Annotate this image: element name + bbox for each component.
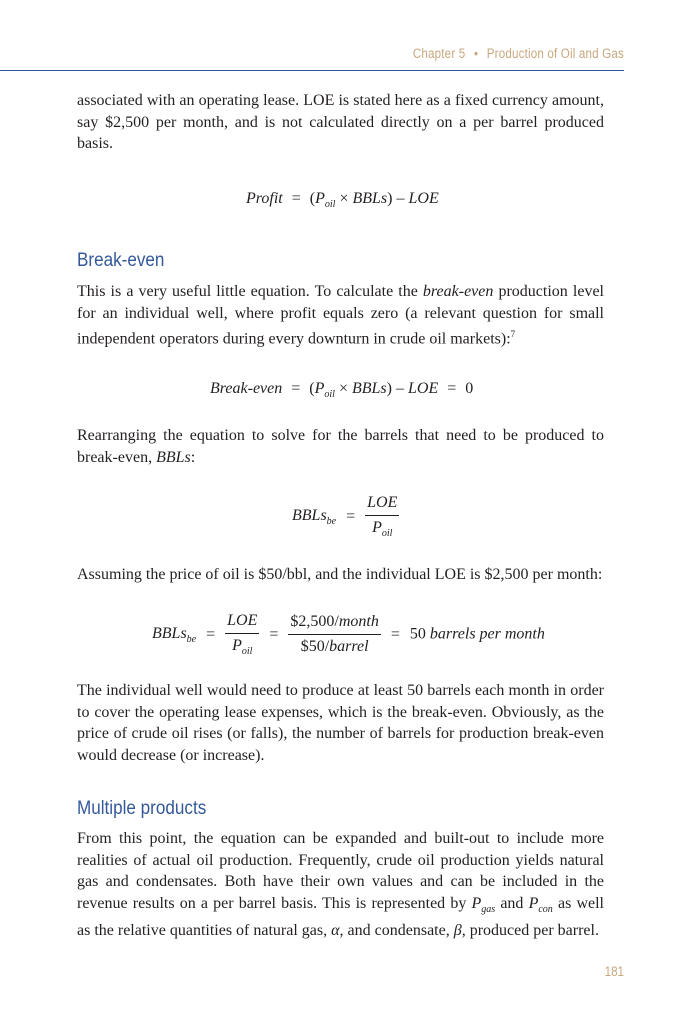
example-num-value: $2,500/ (290, 613, 339, 630)
price-gas-sub: gas (481, 903, 496, 915)
mp-text-b: as well as the relative quantities of natural gas, (77, 894, 604, 939)
header-bullet: • (473, 46, 479, 61)
eq-equals: = (390, 625, 400, 643)
example-fraction-symbolic (225, 612, 259, 657)
eq-open-paren: ( (309, 190, 316, 207)
intro-text: associated with an operating lease. LOE is stated here as a fixed currency amount, say $2,500 per month, and is not calculated directly on a per barrel produced basis. (77, 92, 604, 152)
eq-bbls: BBLs (351, 380, 387, 397)
bbls-be-equation (292, 494, 399, 539)
eq-zero: 0 (465, 380, 474, 397)
eq-equals: = (269, 625, 279, 643)
eq-minus: – (396, 190, 405, 207)
eq-price: P (314, 380, 325, 397)
loe-over-price-fraction (365, 494, 399, 539)
chapter-label: Chapter 5 (412, 46, 466, 61)
be-p2-emphasis: BBLs (156, 448, 191, 466)
beta-symbol: β (453, 922, 462, 939)
eq-price-sub: oil (324, 389, 335, 400)
eq-close-paren: ) (386, 380, 392, 397)
footnote-marker: 7 (510, 329, 516, 339)
eq-minus: – (395, 380, 404, 397)
eq-price: P (315, 190, 325, 207)
price-condensate: P (528, 894, 539, 912)
example-num-unit: month (338, 613, 379, 630)
fraction-numerator: LOE (365, 494, 399, 516)
worked-example-equation (152, 612, 545, 657)
example-den-unit: barrel (329, 638, 369, 655)
break-even-equation (210, 380, 473, 400)
eq-profit-lhs: Profit (246, 190, 283, 207)
multiple-products-paragraph (77, 828, 604, 942)
rearranging-paragraph (77, 425, 604, 468)
section-heading-multiple-products: Multiple products (77, 798, 207, 819)
running-header (87, 46, 624, 61)
break-even-paragraph (77, 281, 604, 350)
eq-bbls: BBLs (352, 190, 388, 207)
bbls-be-lhs: BBLs (292, 506, 327, 524)
mp-text-d: , produced per barrel. (461, 922, 599, 939)
price-condensate-sub: con (538, 903, 553, 915)
example-den-value: $50/ (300, 638, 330, 655)
eq-be-lhs: Break-even (210, 380, 283, 397)
example-fraction-numeric (288, 613, 380, 656)
eq-price-sub: oil (324, 199, 336, 210)
alpha-symbol: α (331, 922, 340, 939)
eq-loe: LOE (408, 190, 439, 207)
be-p2-text-a: Rearranging the equation to solve for the barrels that need to be produced to break-even, (77, 427, 604, 466)
header-rule (0, 70, 624, 71)
eq-times: × (338, 380, 348, 397)
fraction-denominator-sub: oil (381, 528, 393, 539)
example-lhs-sub: be (186, 633, 197, 645)
assumption-text: Assuming the price of oil is $50/bbl, and the individual LOE is $2,500 per month: (77, 566, 603, 583)
bbls-be-sub: be (326, 515, 337, 527)
eq-times: × (339, 190, 349, 207)
eq-open-paren: ( (309, 380, 315, 397)
eq-loe: LOE (407, 380, 439, 397)
price-gas: P (471, 894, 482, 912)
chapter-title: Production of Oil and Gas (486, 46, 624, 61)
eq-equals: = (206, 625, 216, 643)
mp-text-a: From this point, the equation can be expanded and built-out to include more realities of actual oil production. Frequently, crude oil production yields natural gas and condensates. Both have their own values and can be included in the revenue results on a per barrel basis. This is represented by (77, 830, 604, 912)
example-numerator: LOE (225, 612, 259, 634)
example-denominator-sub: oil (241, 646, 253, 657)
eq-equals: = (447, 380, 457, 397)
fraction-denominator: P (372, 519, 382, 536)
mp-text-c: , and condensate, (339, 922, 454, 939)
example-result-unit: barrels per month (429, 625, 545, 643)
be-p1-emphasis: break-even (422, 283, 494, 300)
example-result-value: 50 (409, 625, 430, 643)
be-p2-text-b: : (190, 448, 196, 466)
eq-equals: = (346, 507, 356, 525)
conclusion-text: The individual well would need to produce at least 50 barrels each month in order to cover the operating lease expenses, which is the break-even. Obviously, as the price of crude oil rises (or falls), the number of barrels for production break-even would decrease (or increase). (77, 682, 604, 764)
conclusion-paragraph (77, 680, 604, 766)
be-p1-text-a: This is a very useful little equation. To calculate the (77, 283, 423, 300)
be-p1-text-b: production level for an individual well, where profit equals zero (a relevant question for small independent operators during every downturn in crude oil markets): (77, 283, 604, 348)
assumption-paragraph (77, 564, 604, 586)
example-denominator: P (232, 637, 242, 654)
page-number: 181 (604, 964, 624, 979)
eq-equals: = (291, 380, 301, 397)
example-lhs: BBLs (152, 624, 187, 642)
eq-equals: = (291, 190, 301, 207)
mp-and: and (495, 894, 529, 912)
eq-close-paren: ) (387, 190, 393, 207)
section-heading-break-even: Break-even (77, 250, 165, 271)
profit-equation (246, 190, 439, 210)
intro-paragraph (77, 90, 604, 155)
